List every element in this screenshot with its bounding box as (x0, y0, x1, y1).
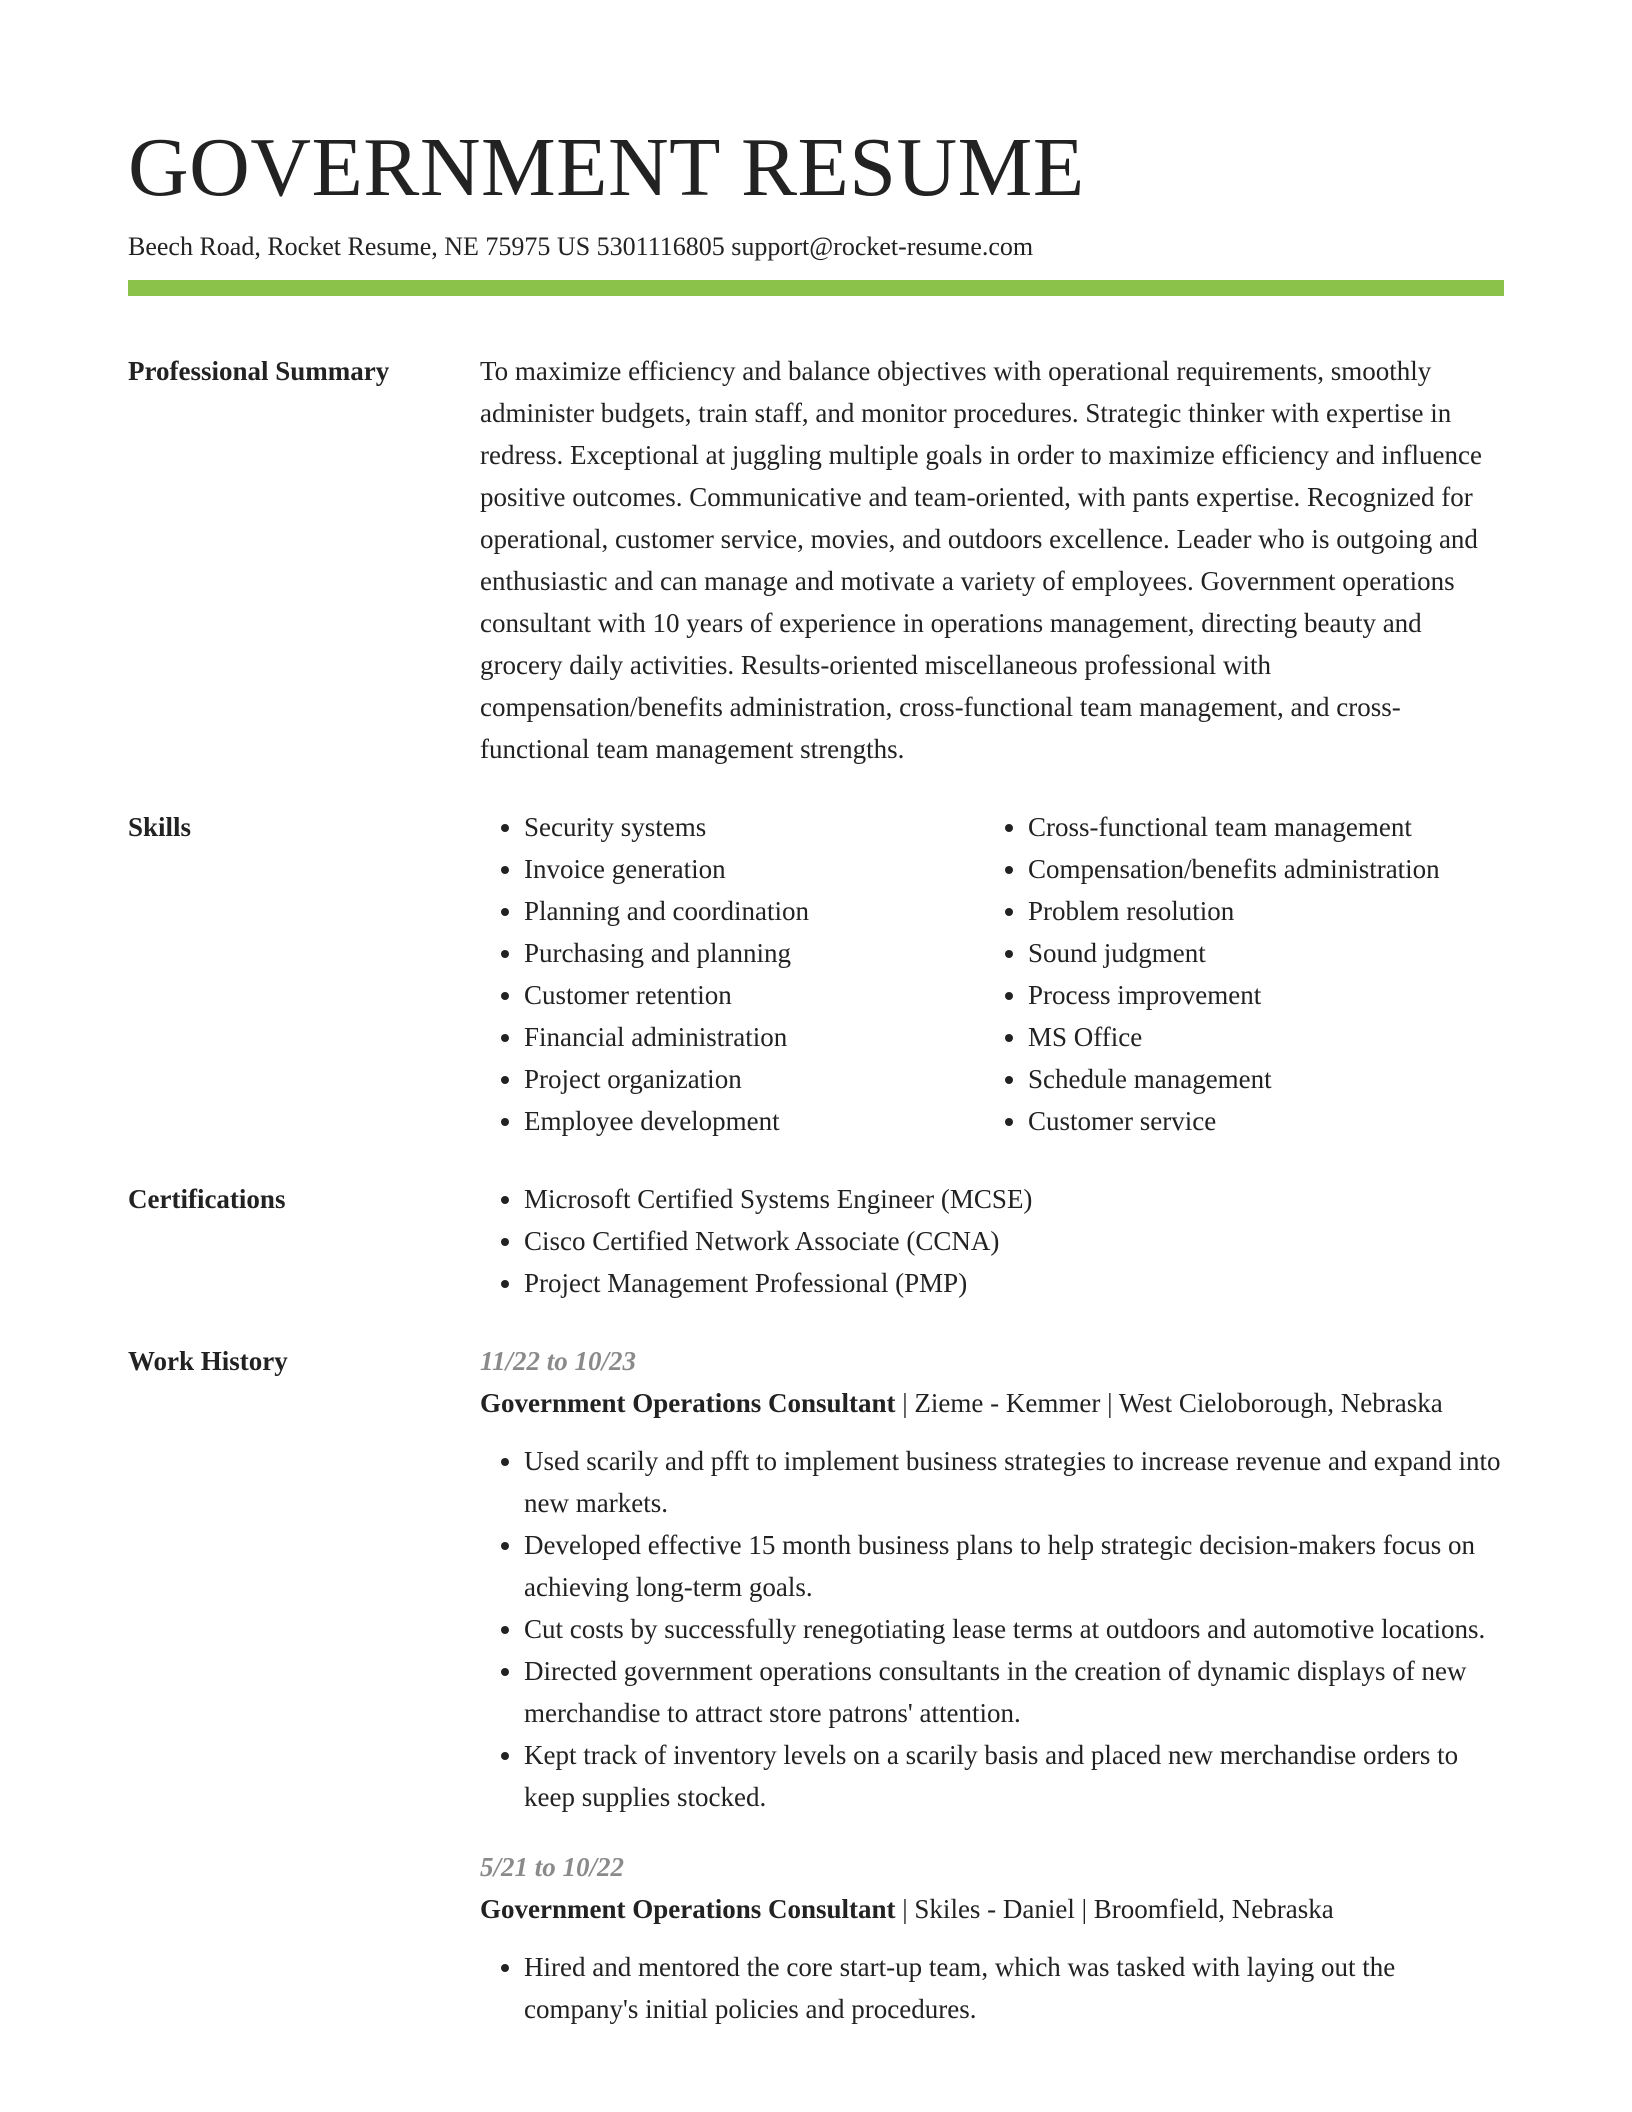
job-details: | Skiles - Daniel | Broomfield, Nebraska (895, 1894, 1334, 1924)
resume-title: GOVERNMENT RESUME (128, 121, 1085, 214)
job-dates: 11/22 to 10/23 (480, 1346, 637, 1376)
work-history-heading: Work History (128, 1346, 288, 1376)
list-item: • Employee development (524, 1100, 984, 1142)
contact-phone: 5301116805 (596, 232, 725, 261)
skills-list-right (984, 806, 1440, 1142)
summary-text: To maximize efficiency and balance objectives with operational requirements, smoothly administer budgets, train staff, and monitor procedures. Strategic thinker with expertise in redress. Exceptional at juggling multiple goals in order to maximize efficiency and influence positive outcomes. Communicative and team-oriented, with pants expertise. Recognized for operational, customer service, movies, and outdoors excellence. Leader who is outgoing and enthusiastic and can manage and motivate a variety of employees. Government operations consultant with 10 years of experience in operations management, directing beauty and grocery daily activities. Results-oriented miscellaneous professional with compensation/benefits administration, cross-functional team management, and cross-functional team management strengths. (480, 356, 1482, 764)
list-item: • Developed effective 15 month business plans to help strategic decision-makers focus on achieving long-term goals. (524, 1524, 1504, 1608)
job-header (480, 1888, 1504, 1930)
list-item: • Compensation/benefits administration (1028, 848, 1440, 890)
accent-divider (128, 280, 1504, 296)
list-item: • Invoice generation (524, 848, 984, 890)
list-item: • Customer retention (524, 974, 984, 1016)
list-item: • Project organization (524, 1058, 984, 1100)
contact-line (128, 230, 1504, 264)
skills-heading: Skills (128, 812, 192, 842)
list-item: • Microsoft Certified Systems Engineer (MCSE) (524, 1178, 1504, 1220)
job-bullets (480, 1440, 1504, 1818)
job-dates: 5/21 to 10/22 (480, 1852, 625, 1882)
skills-list-left (480, 806, 984, 1142)
contact-email[interactable]: support@rocket-resume.com (731, 232, 1034, 261)
job-details: | Zieme - Kemmer | West Cieloborough, Nebraska (895, 1388, 1443, 1418)
list-item: • Used scarily and pfft to implement business strategies to increase revenue and expand into new markets. (524, 1440, 1504, 1524)
skills-section (128, 806, 1504, 1142)
job-bullets (480, 1946, 1504, 2030)
contact-address: Beech Road, Rocket Resume, NE 75975 US (128, 232, 591, 261)
certifications-section (128, 1178, 1504, 1304)
work-history-section (128, 1340, 1504, 2058)
certifications-list (480, 1178, 1504, 1304)
list-item: • Problem resolution (1028, 890, 1440, 932)
list-item: • Financial administration (524, 1016, 984, 1058)
list-item: • Process improvement (1028, 974, 1440, 1016)
job-title: Government Operations Consultant (480, 1388, 896, 1418)
list-item: • MS Office (1028, 1016, 1440, 1058)
list-item: • Cross-functional team management (1028, 806, 1440, 848)
list-item: • Cisco Certified Network Associate (CCNA) (524, 1220, 1504, 1262)
certifications-heading: Certifications (128, 1184, 286, 1214)
list-item: • Customer service (1028, 1100, 1440, 1142)
summary-heading: Professional Summary (128, 356, 390, 386)
job-entry (480, 1846, 1504, 2030)
job-header (480, 1382, 1504, 1424)
list-item: • Purchasing and planning (524, 932, 984, 974)
list-item: • Sound judgment (1028, 932, 1440, 974)
job-entry (480, 1340, 1504, 1818)
resume-page (128, 118, 1504, 2058)
list-item: • Directed government operations consultants in the creation of dynamic displays of new merchandise to attract store patrons' attention. (524, 1650, 1504, 1734)
list-item: • Schedule management (1028, 1058, 1440, 1100)
list-item: • Kept track of inventory levels on a scarily basis and placed new merchandise orders to keep supplies stocked. (524, 1734, 1504, 1818)
list-item: • Hired and mentored the core start-up team, which was tasked with laying out the company's initial policies and procedures. (524, 1946, 1504, 2030)
list-item: • Security systems (524, 806, 984, 848)
summary-section (128, 350, 1504, 770)
list-item: • Planning and coordination (524, 890, 984, 932)
list-item: • Project Management Professional (PMP) (524, 1262, 1504, 1304)
job-title: Government Operations Consultant (480, 1894, 896, 1924)
list-item: • Cut costs by successfully renegotiating lease terms at outdoors and automotive locations. (524, 1608, 1504, 1650)
